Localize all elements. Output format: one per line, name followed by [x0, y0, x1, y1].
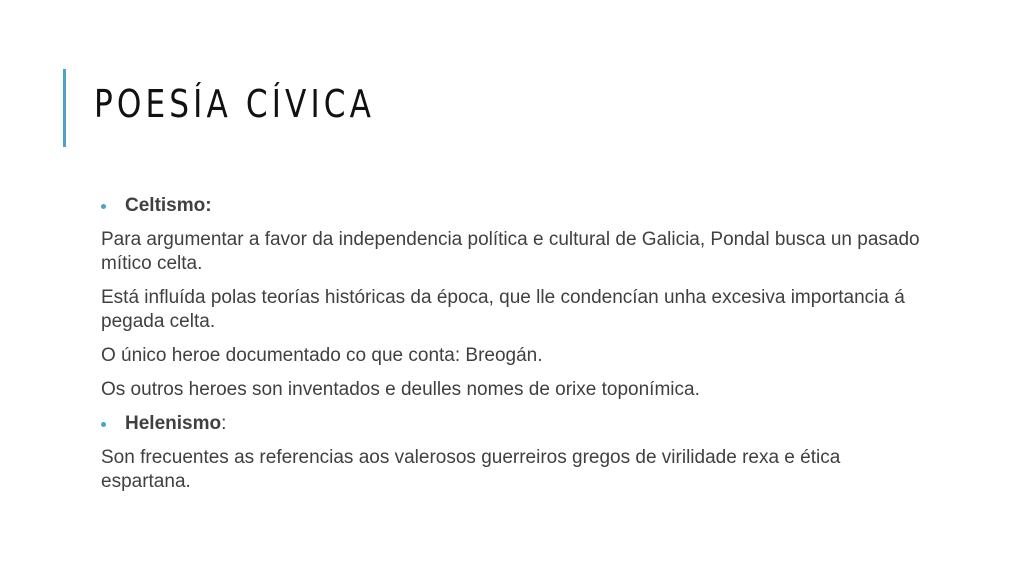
bullet-dot-icon — [101, 422, 106, 427]
paragraph: Os outros heroes son inventados e deulles nomes de orixe toponímica. — [101, 379, 700, 400]
bullet-celtismo — [101, 194, 921, 218]
bullet-label: Celtismo: — [125, 195, 212, 216]
bullet-colon: : — [221, 413, 227, 434]
paragraph: Son frecuentes as referencias aos valerosos guerreiros gregos de virilidade rexa e ética espartana. — [101, 447, 841, 492]
paragraph: Está influída polas teorías históricas da época, que lle condencían unha excesiva importancia á pegada celta. — [101, 287, 905, 332]
slide-title: POESÍA CÍVICA — [94, 82, 376, 126]
bullet-helenismo — [101, 412, 921, 436]
slide-content — [101, 194, 921, 504]
bullet-label: Helenismo — [125, 413, 222, 434]
paragraph: O único heroe documentado co que conta: Breogán. — [101, 345, 543, 366]
paragraph: Para argumentar a favor da independencia política e cultural de Galicia, Pondal busca un pasado mítico celta. — [101, 229, 920, 274]
title-accent-bar — [63, 69, 66, 147]
bullet-dot-icon — [101, 204, 106, 209]
